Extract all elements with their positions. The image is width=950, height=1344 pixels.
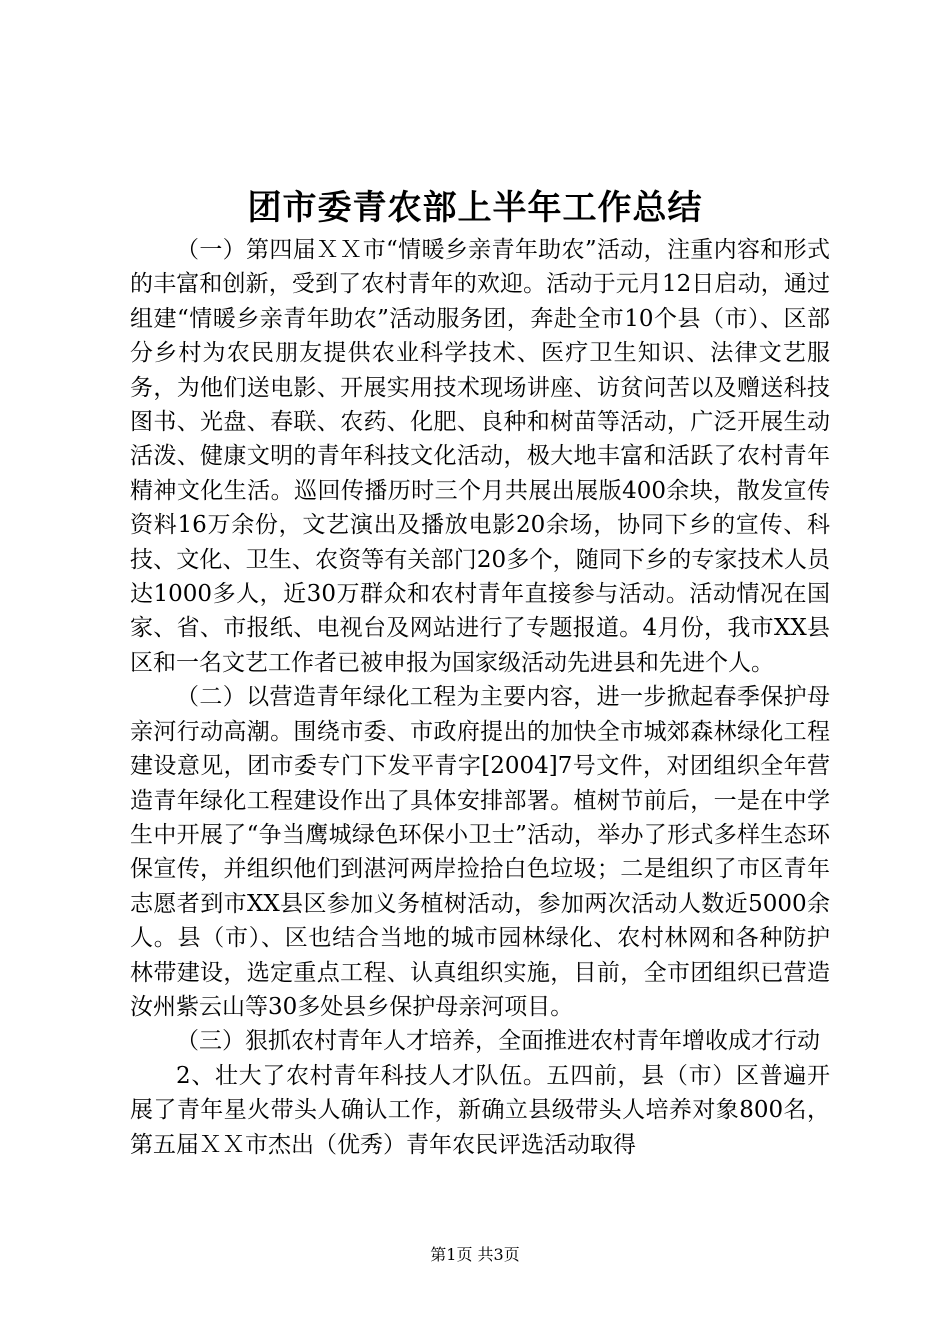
document-title: 团市委青农部上半年工作总结: [247, 188, 703, 228]
paragraph-2: （二）以营造青年绿化工程为主要内容，进一步掀起春季保护母亲河行动高潮。围绕市委、市政府提出的加快全市城郊森林绿化工程建设意见，团市委专门下发平青字[2004]7号文件，对团组织全年营造青年绿化工程建设作出了具体安排部署。植树节前后，一是在中学生中开展了“争当鹰城绿色环保小卫士”活动，举办了形式多样生态环保宣传，并组织他们到湛河两岸捡拾白色垃圾；二是组织了市区青年志愿者到市XX县区参加义务植树活动，参加两次活动人数近5000余人。县（市）、区也结合当地的城市园林绿化、农村林网和各种防护林带建设，选定重点工程、认真组织实施，目前，全市团组织已营造汝州紫云山等30多处县乡保护母亲河项目。: [130, 684, 830, 1020]
paragraph-1: （一）第四届ＸＸ市“情暖乡亲青年助农”活动，注重内容和形式的丰富和创新，受到了农村青年的欢迎。活动于元月12日启动，通过组建“情暖乡亲青年助农”活动服务团，奔赴全市10个县（市）、区部分乡村为农民朋友提供农业科学技术、医疗卫生知识、法律文艺服务，为他们送电影、开展实用技术现场讲座、访贫问苦以及赠送科技图书、光盘、春联、农药、化肥、良种和树苗等活动，广泛开展生动活泼、健康文明的青年科技文化活动，极大地丰富和活跃了农村青年精神文化生活。巡回传播历时三个月共展出展版400余块，散发宣传资料16万余份，文艺演出及播放电影20余场，协同下乡的宣传、科技、文化、卫生、农资等有关部门20多个，随同下乡的专家技术人员达1000多人，近30万群众和农村青年直接参与活动。活动情况在国家、省、市报纸、电视台及网站进行了专题报道。4月份，我市XX县区和一名文艺工作者已被申报为国家级活动先进县和先进个人。: [130, 237, 830, 676]
paragraph-4: 2、壮大了农村青年科技人才队伍。五四前，县（市）区普遍开展了青年星火带头人确认工作，新确立县级带头人培养对象800名，第五届ＸＸ市杰出（优秀）青年农民评选活动取得: [130, 1062, 830, 1158]
page-footer: 第1页 共3页: [430, 1245, 520, 1264]
paragraph-3: （三）狠抓农村青年人才培养，全面推进农村青年增收成才行动: [176, 1028, 820, 1055]
document-body: [130, 233, 830, 1162]
